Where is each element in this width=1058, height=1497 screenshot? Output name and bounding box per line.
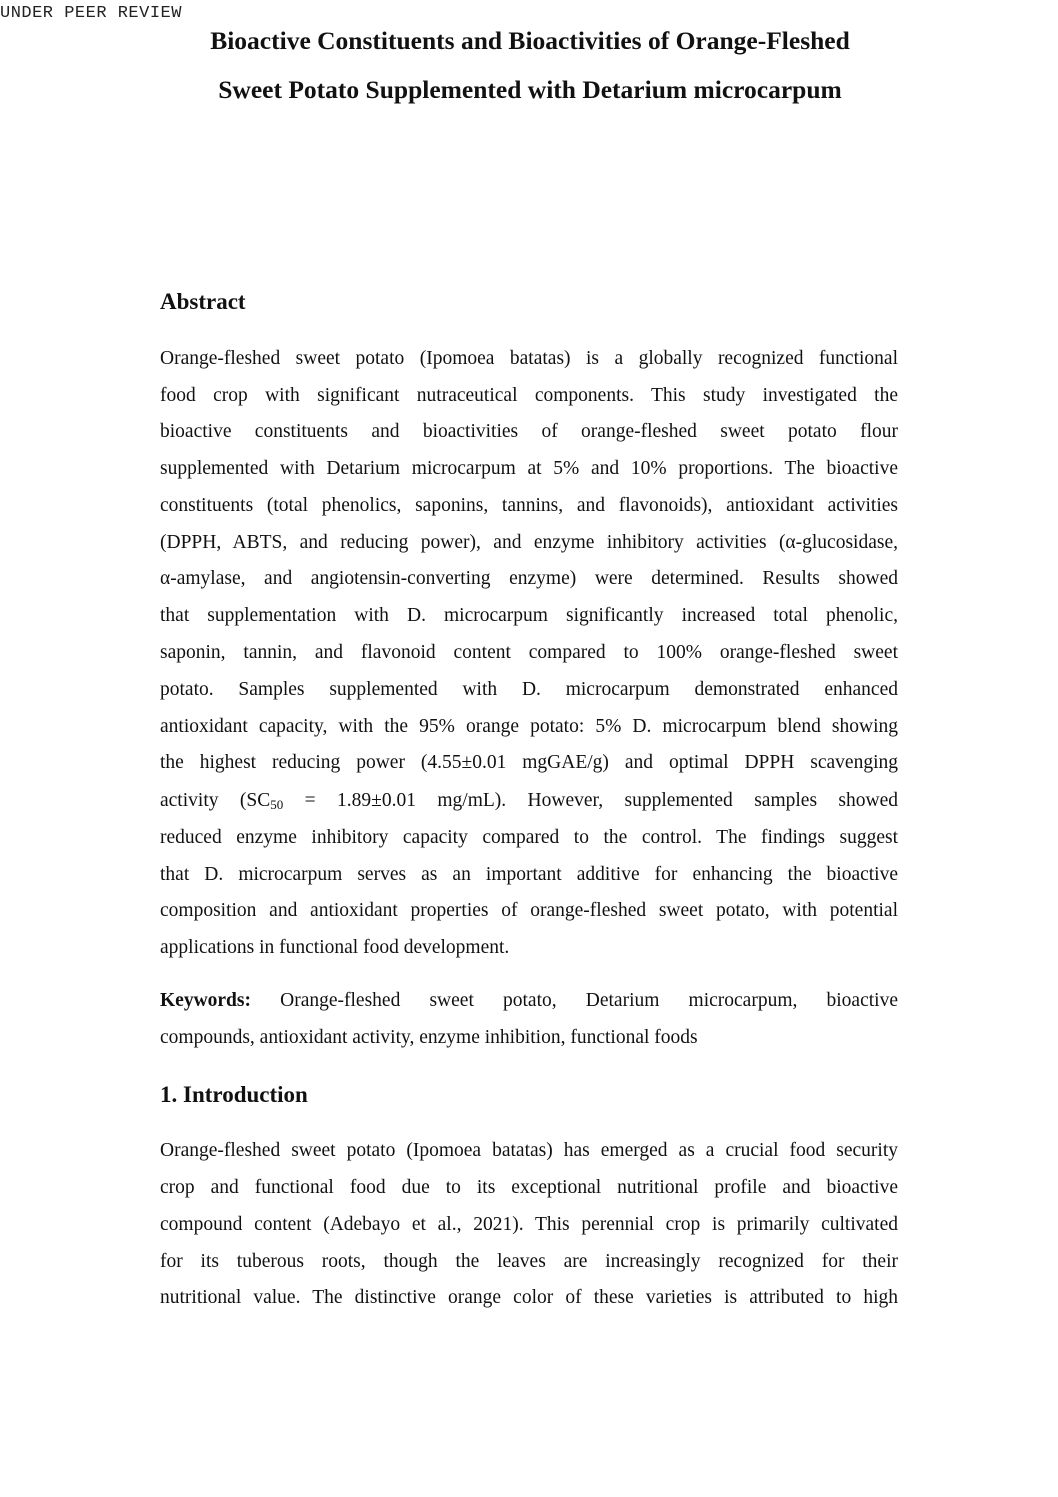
introduction-heading: 1. Introduction: [160, 1082, 308, 1107]
abstract-line: Orange-fleshed sweet potato (Ipomoea batatas) is a globally recognized functional: [160, 348, 898, 369]
introduction-line: crop and functional food due to its exceptional nutritional profile and bioactive: [160, 1177, 898, 1198]
introduction-line: Orange-fleshed sweet potato (Ipomoea batatas) has emerged as a crucial food security: [160, 1140, 898, 1161]
keywords-label: Keywords:: [160, 990, 251, 1011]
abstract-line: bioactive constituents and bioactivities of orange-fleshed sweet potato flour: [160, 421, 898, 442]
abstract-line: constituents (total phenolics, saponins, tannins, and flavonoids), antioxidant activities: [160, 495, 898, 516]
title-line: Bioactive Constituents and Bioactivities of Orange-Fleshed: [210, 26, 850, 55]
abstract-line: antioxidant capacity, with the 95% orange potato: 5% D. microcarpum blend showing: [160, 716, 898, 737]
keywords-line: compounds, antioxidant activity, enzyme inhibition, functional foods: [160, 1027, 698, 1048]
abstract-line: applications in functional food development.: [160, 937, 510, 958]
introduction-line: compound content (Adebayo et al., 2021). This perennial crop is primarily cultivated: [160, 1214, 898, 1235]
watermark: UNDER PEER REVIEW: [0, 4, 182, 23]
abstract-line: α-amylase, and angiotensin-converting enzyme) were determined. Results showed: [160, 568, 898, 589]
sc50-suffix: = 1.89±0.01 mg/mL). However, supplemented samples showed: [283, 790, 898, 811]
abstract-line: that D. microcarpum serves as an important additive for enhancing the bioactive: [160, 864, 898, 885]
abstract-line: the highest reducing power (4.55±0.01 mgGAE/g) and optimal DPPH scavenging: [160, 752, 898, 773]
keywords-text: Orange-fleshed sweet potato, Detarium microcarpum, bioactive: [251, 990, 898, 1011]
abstract-heading: Abstract: [160, 289, 246, 314]
abstract-line: [160, 789, 898, 813]
title-line: Sweet Potato Supplemented with Detarium microcarpum: [218, 75, 842, 104]
introduction-line: for its tuberous roots, though the leaves are increasingly recognized for their: [160, 1251, 898, 1272]
abstract-line: potato. Samples supplemented with D. microcarpum demonstrated enhanced: [160, 679, 898, 700]
abstract-line: food crop with significant nutraceutical components. This study investigated the: [160, 385, 898, 406]
abstract-line: saponin, tannin, and flavonoid content compared to 100% orange-fleshed sweet: [160, 642, 898, 663]
sc50-subscript: 50: [270, 797, 284, 812]
sc50-prefix: activity (SC: [160, 790, 271, 811]
abstract-line: supplemented with Detarium microcarpum at 5% and 10% proportions. The bioactive: [160, 458, 898, 479]
abstract-line: (DPPH, ABTS, and reducing power), and enzyme inhibitory activities (α-glucosidase,: [160, 532, 898, 553]
abstract-line: composition and antioxidant properties of orange-fleshed sweet potato, with potential: [160, 900, 898, 921]
abstract-line: reduced enzyme inhibitory capacity compared to the control. The findings suggest: [160, 827, 898, 848]
keywords-line: [160, 989, 898, 1013]
abstract-line: that supplementation with D. microcarpum significantly increased total phenolic,: [160, 605, 898, 626]
introduction-line: nutritional value. The distinctive orange color of these varieties is attributed to high: [160, 1287, 898, 1308]
